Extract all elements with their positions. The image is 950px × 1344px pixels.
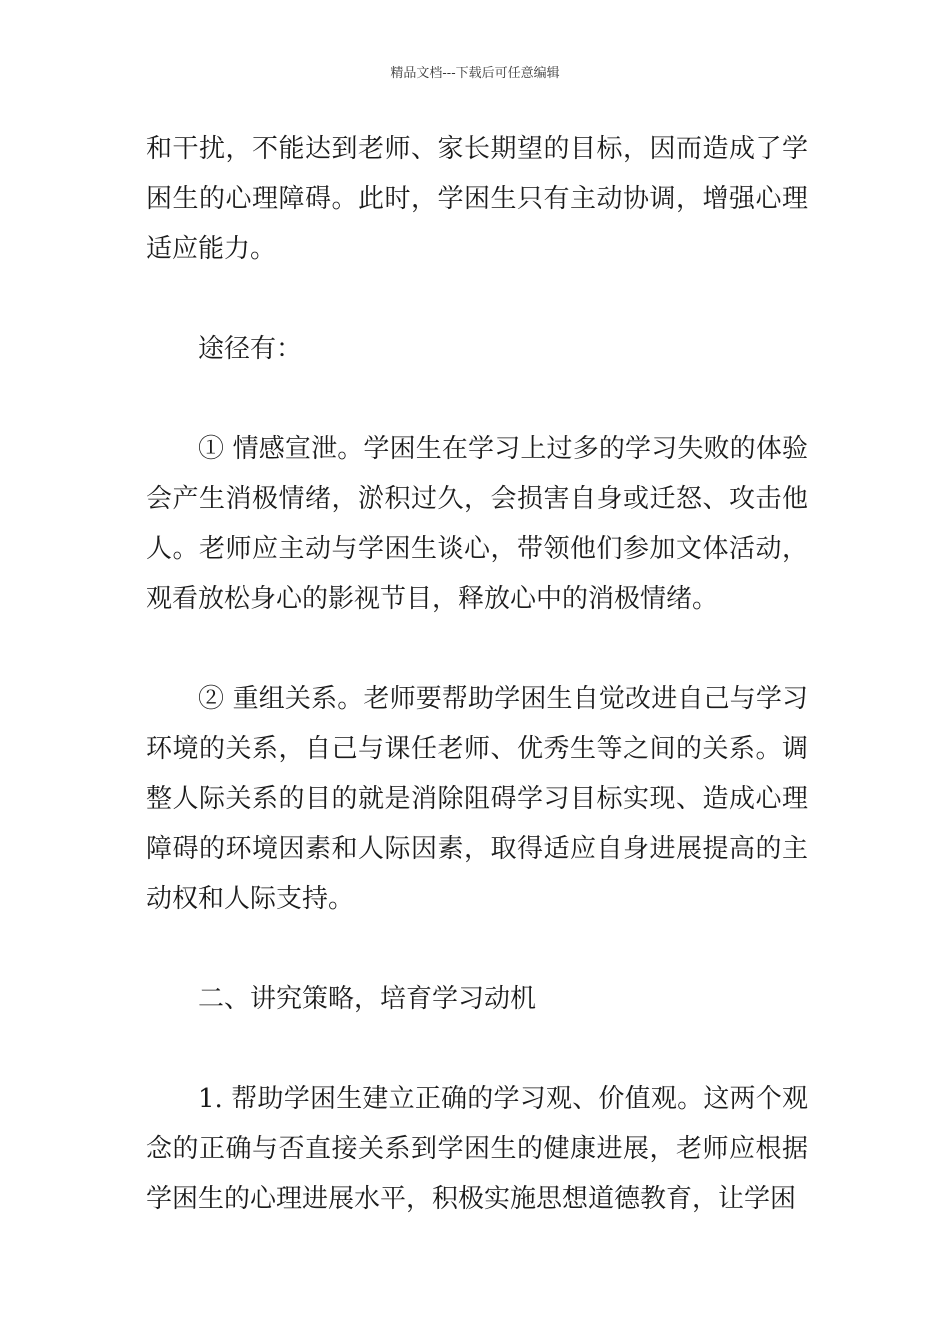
paragraph-methods-intro: 途径有： — [198, 334, 303, 364]
paragraph-reorganize-relations: ② 重组关系。老师要帮助学困生自觉改进自己与学习环境的关系，自己与课任老师、优秀生等之间的关系。调整人际关系的目的就是消除阻碍学习目标实现、造成心理障碍的环境因素和人际因素，取得适应自身进展提高的主动权和人际支持。 — [146, 684, 808, 914]
section-heading: 二、讲究策略，培育学习动机 — [198, 984, 537, 1014]
paragraph-continuation: 和干扰，不能达到老师、家长期望的目标，因而造成了学困生的心理障碍。此时，学困生只有主动协调，增强心理适应能力。 — [146, 134, 808, 264]
paragraph-gap — [146, 924, 808, 974]
paragraph-gap — [146, 624, 808, 674]
paragraph-gap — [146, 1024, 808, 1074]
paragraph-gap — [146, 374, 808, 424]
page-header: 精品文档---下载后可任意编辑 — [390, 66, 560, 81]
document-body — [146, 124, 808, 1224]
paragraph-emotional-release: ① 情感宣泄。学困生在学习上过多的学习失败的体验会产生消极情绪，淤积过久，会损害自身或迁怒、攻击他人。老师应主动与学困生谈心，带领他们参加文体活动，观看放松身心的影视节目，释放心中的消极情绪。 — [146, 434, 808, 614]
paragraph-learning-values: 1. 帮助学困生建立正确的学习观、价值观。这两个观念的正确与否直接关系到学困生的健康进展，老师应根据学困生的心理进展水平，积极实施思想道德教育，让学困 — [146, 1084, 808, 1214]
paragraph-gap — [146, 274, 808, 324]
